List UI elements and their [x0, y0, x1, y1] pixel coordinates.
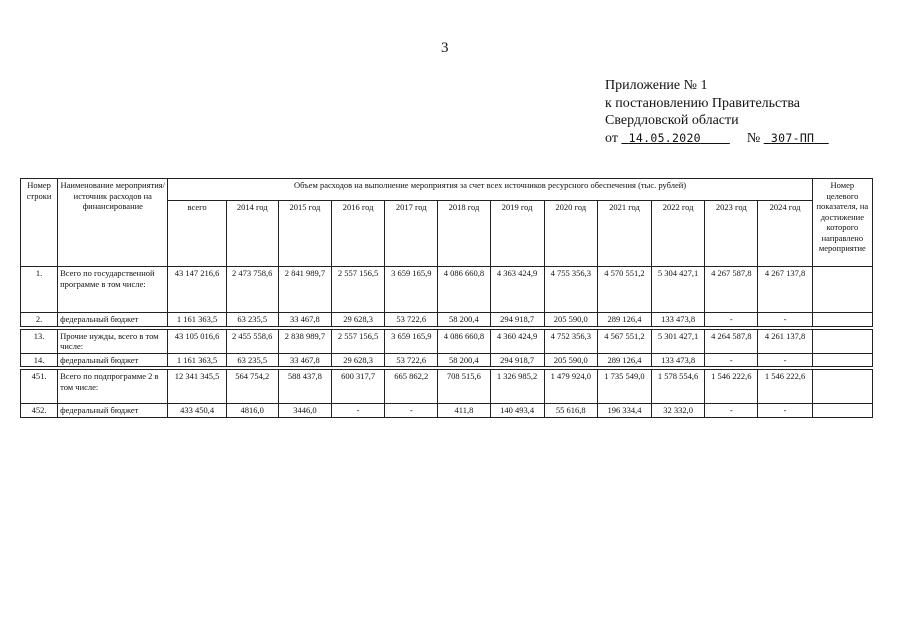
row-number: 2.: [21, 313, 58, 327]
row-name: Всего по подпрограмме 2 в том числе:: [58, 370, 168, 404]
cell-value: 63 235,5: [226, 353, 278, 367]
header-year-total: всего: [168, 201, 226, 267]
cell-value: 665 862,2: [385, 370, 438, 404]
appendix-header: [605, 77, 829, 147]
cell-value: 33 467,8: [278, 353, 331, 367]
cell-value: 600 317,7: [332, 370, 385, 404]
cell-value: 1 735 549,0: [597, 370, 651, 404]
row-name: Всего по государственной программе в том числе:: [58, 267, 168, 313]
cell-value: 196 334,4: [597, 404, 651, 418]
header-name: Наименование мероприятия/ источник расходов на финансирование: [58, 179, 168, 267]
table-row: [21, 370, 873, 404]
cell-value: -: [758, 404, 812, 418]
cell-value: 29 628,3: [332, 353, 385, 367]
cell-value: -: [705, 313, 758, 327]
date-prefix: от: [605, 130, 618, 146]
budget-table: [20, 178, 873, 418]
cell-value: 1 161 363,5: [168, 353, 226, 367]
row-number: 452.: [21, 404, 58, 418]
cell-value: 58 200,4: [438, 313, 490, 327]
cell-value: 4816,0: [226, 404, 278, 418]
header-year: 2024 год: [758, 201, 812, 267]
document-date: 14.05.2020: [628, 130, 701, 145]
header-year: 2015 год: [278, 201, 331, 267]
cell-target: [812, 353, 872, 367]
cell-target: [812, 313, 872, 327]
cell-value: -: [758, 313, 812, 327]
cell-value: 4 267 587,8: [705, 267, 758, 313]
cell-value: 294 918,7: [490, 313, 544, 327]
cell-value: 4 267 137,8: [758, 267, 812, 313]
cell-value: 4 086 660,8: [438, 329, 490, 353]
cell-value: 43 147 216,6: [168, 267, 226, 313]
row-name: федеральный бюджет: [58, 353, 168, 367]
cell-value: 289 126,4: [597, 313, 651, 327]
row-number: 1.: [21, 267, 58, 313]
cell-value: 2 557 156,5: [332, 267, 385, 313]
cell-value: 205 590,0: [544, 313, 597, 327]
page-number: 3: [441, 40, 449, 56]
cell-value: -: [332, 404, 385, 418]
row-number: 13.: [21, 329, 58, 353]
cell-value: 4 570 551,2: [597, 267, 651, 313]
row-name: федеральный бюджет: [58, 404, 168, 418]
cell-target: [812, 329, 872, 353]
cell-value: 3446,0: [278, 404, 331, 418]
cell-value: 2 557 156,5: [332, 329, 385, 353]
cell-value: 588 437,8: [278, 370, 331, 404]
document-number: 307-ПП: [770, 130, 815, 145]
cell-value: 12 341 345,5: [168, 370, 226, 404]
cell-value: 1 578 554,6: [652, 370, 705, 404]
cell-value: 2 841 989,7: [278, 267, 331, 313]
row-number: 451.: [21, 370, 58, 404]
header-year: 2022 год: [652, 201, 705, 267]
cell-value: 2 838 989,7: [278, 329, 331, 353]
appendix-date-line: [605, 130, 829, 148]
cell-value: -: [705, 353, 758, 367]
header-year: 2019 год: [490, 201, 544, 267]
cell-value: 1 546 222,6: [758, 370, 812, 404]
cell-value: 411,8: [438, 404, 490, 418]
table-row: [21, 329, 873, 353]
header-year: 2017 год: [385, 201, 438, 267]
cell-value: 63 235,5: [226, 313, 278, 327]
cell-value: 33 467,8: [278, 313, 331, 327]
cell-value: 4 264 587,8: [705, 329, 758, 353]
appendix-title: Приложение № 1: [605, 78, 708, 93]
cell-value: 140 493,4: [490, 404, 544, 418]
header-year: 2018 год: [438, 201, 490, 267]
cell-value: 1 161 363,5: [168, 313, 226, 327]
cell-value: 55 616,8: [544, 404, 597, 418]
cell-value: 2 455 558,6: [226, 329, 278, 353]
cell-value: 133 473,8: [652, 353, 705, 367]
header-volume: Объем расходов на выполнение мероприятия за счет всех источников ресурсного обеспечения (тыс. рублей): [168, 179, 812, 201]
cell-value: 1 479 924,0: [544, 370, 597, 404]
cell-value: 4 360 424,9: [490, 329, 544, 353]
header-year: 2020 год: [544, 201, 597, 267]
cell-value: 433 450,4: [168, 404, 226, 418]
header-target: Номер целевого показателя, на достижение которого направлено мероприятие: [812, 179, 872, 267]
cell-value: 1 546 222,6: [705, 370, 758, 404]
cell-value: 53 722,6: [385, 313, 438, 327]
appendix-line-region: Свердловской области: [605, 113, 739, 128]
table-row: [21, 313, 873, 327]
table-row: [21, 353, 873, 367]
cell-target: [812, 370, 872, 404]
cell-value: 133 473,8: [652, 313, 705, 327]
cell-value: -: [385, 404, 438, 418]
cell-value: 29 628,3: [332, 313, 385, 327]
row-name: Прочие нужды, всего в том числе:: [58, 329, 168, 353]
cell-value: 58 200,4: [438, 353, 490, 367]
cell-value: 294 918,7: [490, 353, 544, 367]
cell-target: [812, 404, 872, 418]
cell-value: 53 722,6: [385, 353, 438, 367]
cell-value: -: [758, 353, 812, 367]
header-year: 2016 год: [332, 201, 385, 267]
header-year: 2014 год: [226, 201, 278, 267]
table-row: [21, 267, 873, 313]
row-number: 14.: [21, 353, 58, 367]
cell-target: [812, 267, 872, 313]
header-year: 2021 год: [597, 201, 651, 267]
cell-value: 4 567 551,2: [597, 329, 651, 353]
cell-value: 5 301 427,1: [652, 329, 705, 353]
cell-value: 43 105 016,6: [168, 329, 226, 353]
cell-value: 32 332,0: [652, 404, 705, 418]
cell-value: 708 515,6: [438, 370, 490, 404]
cell-value: 564 754,2: [226, 370, 278, 404]
header-row-number: Номер строки: [21, 179, 58, 267]
cell-value: 3 659 165,9: [385, 267, 438, 313]
header-year: 2023 год: [705, 201, 758, 267]
cell-value: 3 659 165,9: [385, 329, 438, 353]
cell-value: 4 752 356,3: [544, 329, 597, 353]
table-row: [21, 404, 873, 418]
number-prefix: №: [746, 130, 761, 146]
cell-value: 5 304 427,1: [652, 267, 705, 313]
cell-value: 289 126,4: [597, 353, 651, 367]
cell-value: 205 590,0: [544, 353, 597, 367]
cell-value: -: [705, 404, 758, 418]
cell-value: 4 086 660,8: [438, 267, 490, 313]
cell-value: 4 363 424,9: [490, 267, 544, 313]
appendix-line-resolution: к постановлению Правительства: [605, 95, 801, 111]
cell-value: 4 755 356,3: [544, 267, 597, 313]
cell-value: 1 326 985,2: [490, 370, 544, 404]
cell-value: 2 473 758,6: [226, 267, 278, 313]
row-name: федеральный бюджет: [58, 313, 168, 327]
cell-value: 4 261 137,8: [758, 329, 812, 353]
